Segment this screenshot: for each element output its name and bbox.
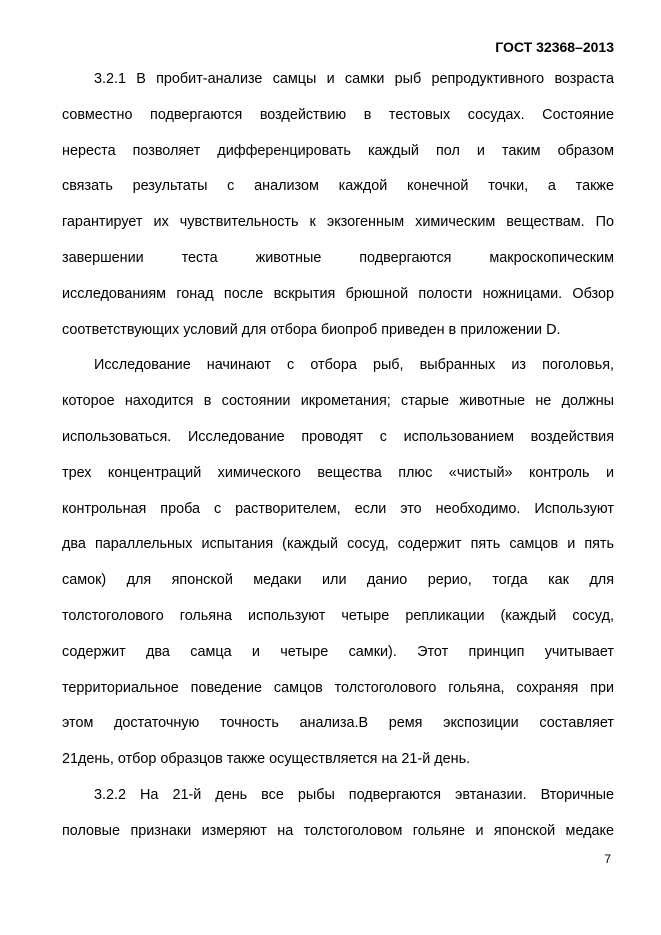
text-line: этом достаточную точность анализа.В ремя экспозиции составляет [62,715,614,732]
text-line: исследованиям гонад после вскрытия брюшной полости ножницами. Обзор [62,285,614,302]
text-line: завершении теста животные подвергаются макроскопическим [62,249,614,266]
text-line: гарантирует их чувствительность к экзогенным химическим веществам. По [62,214,614,231]
text-line: половые признаки измеряют на толстоголовом гольяне и японской медаке [62,822,614,839]
text-line: толстоголового гольяна используют четыре репликации (каждый сосуд, [62,607,614,624]
body-text [62,70,614,858]
text-line: самок) для японской медаки или данио рерио, тогда как для [62,572,614,589]
text-line: два параллельных испытания (каждый сосуд, содержит пять самцов и пять [62,536,614,553]
text-line: связать результаты с анализом каждой конечной точки, а также [62,178,614,195]
text-line: использоваться. Исследование проводят с использованием воздействия [62,428,614,445]
text-line: 3.2.1 В пробит-анализе самцы и самки рыб репродуктивного возраста [94,71,614,87]
text-line: Исследование начинают с отбора рыб, выбранных из поголовья, [94,357,614,374]
document-code: ГОСТ 32368–2013 [495,39,614,55]
text-line: которое находится в состоянии икрометания; старые животные не должны [62,393,614,410]
text-line: территориальное поведение самцов толстоголового гольяна, сохраняя при [62,679,614,696]
text-line: трех концентраций химического вещества плюс «чистый» контроль и [62,464,614,481]
text-line: 3.2.2 На 21-й день все рыбы подвергаются эвтаназии. Вторичные [94,786,614,803]
text-line: 21день, отбор образцов также осуществляется на 21-й день. [62,751,471,768]
page-number: 7 [604,852,611,866]
text-line: соответствующих условий для отбора биопроб приведен в приложении D. [62,321,561,338]
text-line: нереста позволяет дифференцировать каждый пол и таким образом [62,142,614,159]
text-line: содержит два самца и четыре самки). Этот принцип учитывает [62,643,614,660]
text-line: совместно подвергаются воздействию в тестовых сосудах. Состояние [62,106,614,123]
text-line: контрольная проба с растворителем, если это необходимо. Используют [62,500,614,517]
